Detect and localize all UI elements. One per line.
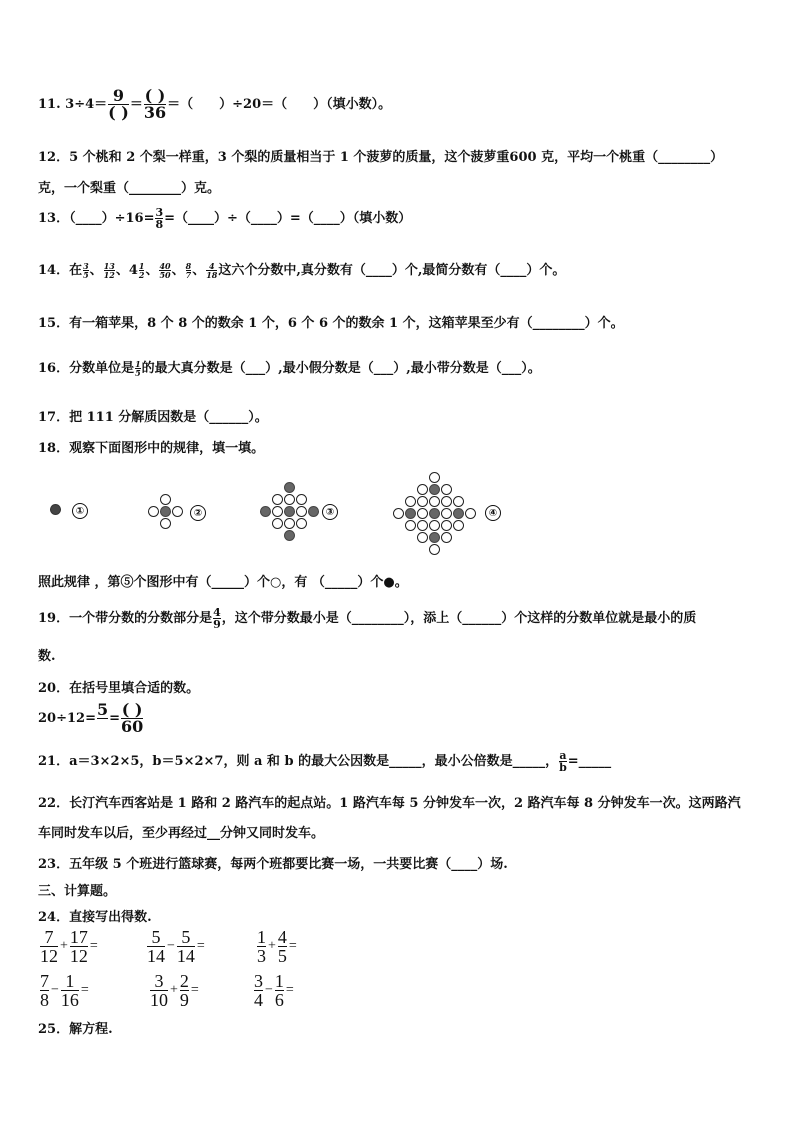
question-22-line1: 22．长汀汽车西客站是 1 路和 2 路汽车的起点站。1 路汽车每 5 分钟发车一次，2 路汽车每 8 分钟发车一次。这两路汽 bbox=[38, 796, 741, 811]
question-22-line2: 车同时发车以后，至少再经过__分钟又同时发车。 bbox=[38, 826, 325, 841]
question-14: 14．在 $\frac{3}{5}$ 、 $\frac{13}{12}$ 、4 $\frac{1}{2}$ 、 $\frac{40}{50}$ 、 $\frac{8}{7}$ 、 $\frac{4}{18}$ 这六个分数中,真分数有（____）个,最简分数有（____）个。 bbox=[38, 261, 566, 280]
question-16: 16．分数单位是 $\frac{1}{5}$ 的最大真分数是（___）,最小假分数是（___）,最小带分数是（___）。 bbox=[38, 359, 541, 378]
q11-expression: 3÷4＝ bbox=[65, 97, 108, 112]
q14-fraction-3: $\frac{1}{2}$ bbox=[138, 261, 145, 280]
q14-fraction-1: $\frac{3}{5}$ bbox=[83, 261, 89, 280]
calc-row1-item2: $\frac{5}{14}$ − $\frac{5}{14}$ = bbox=[147, 927, 205, 966]
calc-row2-item1: $\frac{7}{8}$ − $\frac{1}{16}$ = bbox=[40, 971, 89, 1010]
figure-label-1: ① bbox=[72, 503, 88, 519]
calc-row2-item3: $\frac{3}{4}$ − $\frac{1}{6}$ = bbox=[254, 971, 294, 1010]
figure-label-4: ④ bbox=[485, 505, 501, 521]
question-25: 25．解方程. bbox=[38, 1022, 113, 1037]
q14-fraction-2: $\frac{13}{12}$ bbox=[103, 261, 115, 280]
question-13: 13．（____）÷16= $\frac{3}{8}$ =（____）÷（____）=（____）（填小数） bbox=[38, 206, 412, 231]
q20-fraction-2: $\frac{( )}{60}$ bbox=[121, 700, 144, 736]
question-20-expression: 20÷12= 5 = $\frac{( )}{60}$ bbox=[38, 700, 144, 736]
q13-fraction: $\frac{3}{8}$ bbox=[155, 206, 164, 231]
question-17: 17．把 111 分解质因数是（______）。 bbox=[38, 410, 268, 425]
pattern-figure-2 bbox=[148, 490, 218, 530]
q14-fraction-4: $\frac{40}{50}$ bbox=[159, 261, 171, 280]
calc-row1-item3: $\frac{1}{3}$ + $\frac{4}{5}$ = bbox=[257, 927, 297, 966]
question-12-line1: 12．5 个桃和 2 个梨一样重，3 个梨的质量相当于 1 个菠萝的质量，这个菠萝重600 克，平均一个桃重（________） bbox=[38, 150, 724, 165]
q14-fraction-6: $\frac{4}{18}$ bbox=[206, 261, 218, 280]
question-23: 23．五年级 5 个班进行篮球赛，每两个班都要比赛一场，一共要比赛（____）场. bbox=[38, 857, 508, 872]
question-15: 15．有一箱苹果，8 个 8 个的数余 1 个，6 个 6 个的数余 1 个，这箱苹果至少有（________）个。 bbox=[38, 316, 624, 331]
question-11: 11. 3÷4＝ $\frac{9}{( )}$ ＝ $\frac{( )}{36}$ ＝（ ）÷20＝（ ）（填小数）。 bbox=[38, 86, 392, 122]
q16-fraction: $\frac{1}{5}$ bbox=[135, 359, 141, 378]
pattern-figure-4 bbox=[393, 470, 513, 558]
question-24: 24．直接写出得数. bbox=[38, 910, 152, 925]
q14-fraction-5: $\frac{8}{7}$ bbox=[185, 261, 192, 280]
question-18-followup: 照此规律 ，第⑤个图形中有（_____）个○，有 （_____）个●。 bbox=[38, 575, 408, 590]
figure-label-2: ② bbox=[190, 505, 206, 521]
q20-fraction-1: 5 bbox=[96, 700, 109, 719]
question-19-line2: 数. bbox=[38, 649, 56, 664]
pattern-figure-3 bbox=[260, 480, 350, 544]
question-18: 18．观察下面图形中的规律，填一填。 bbox=[38, 441, 265, 456]
q19-fraction: $\frac{4}{9}$ bbox=[213, 606, 221, 631]
question-19: 19．一个带分数的分数部分是 $\frac{4}{9}$ ，这个带分数最小是（________），添上（______）个这样的分数单位就是最小的质 bbox=[38, 606, 697, 631]
section-heading: 三、计算题。 bbox=[38, 884, 117, 899]
q11-fraction-2: $\frac{( )}{36}$ bbox=[143, 86, 167, 122]
question-20: 20．在括号里填合适的数。 bbox=[38, 681, 200, 696]
question-12-line2: 克，一个梨重（________）克。 bbox=[38, 181, 221, 196]
calc-row1-item1: $\frac{7}{12}$ + $\frac{17}{12}$ = bbox=[40, 927, 98, 966]
question-21: 21．a＝3×2×5，b＝5×2×7，则 a 和 b 的最大公因数是_____，最小公倍数是_____， $\frac{a}{b}$ =_____ bbox=[38, 749, 612, 774]
q11-fraction-1: $\frac{9}{( )}$ bbox=[108, 86, 129, 122]
pattern-figure-1 bbox=[48, 500, 108, 530]
q21-fraction: $\frac{a}{b}$ bbox=[559, 749, 567, 774]
calc-row2-item2: $\frac{3}{10}$ + $\frac{2}{9}$ = bbox=[150, 971, 199, 1010]
figure-label-3: ③ bbox=[322, 504, 338, 520]
